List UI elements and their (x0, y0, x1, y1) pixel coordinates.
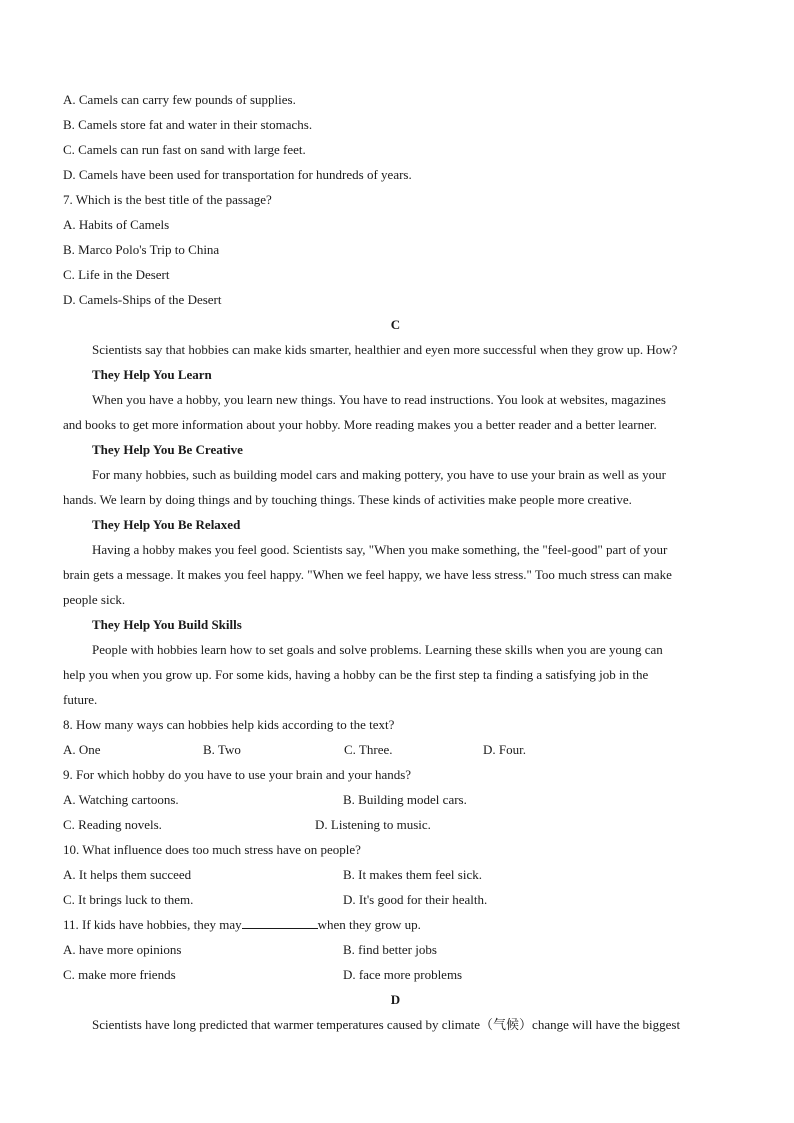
section-c-creative-line-1: For many hobbies, such as building model cars and making pottery, you have to use your brain as well as your (92, 467, 666, 482)
q8-options (63, 737, 728, 762)
q11-answer-blank[interactable] (242, 914, 318, 929)
q8-question: 8. How many ways can hobbies help kids according to the text? (63, 717, 395, 732)
q9-option-d: D. Listening to music. (315, 817, 431, 832)
section-c-skills-line-1: People with hobbies learn how to set goals and solve problems. Learning these skills when you are young can (92, 642, 663, 657)
q6-option-d: D. Camels have been used for transportation for hundreds of years. (63, 167, 412, 182)
q9-option-a: A. Watching cartoons. (63, 792, 179, 807)
q11-question (63, 912, 728, 937)
section-c-skills-line-3: future. (63, 692, 98, 707)
q11-option-c: C. make more friends (63, 967, 176, 982)
section-c-learn-line-1: When you have a hobby, you learn new things. You have to read instructions. You look at websites, magazines (92, 392, 666, 407)
q10-question: 10. What influence does too much stress have on people? (63, 842, 361, 857)
q11-options-row-2 (63, 962, 728, 987)
q7-option-b: B. Marco Polo's Trip to China (63, 242, 220, 257)
section-c-relaxed-line-1: Having a hobby makes you feel good. Scientists say, "When you make something, the "feel-good" part of your (92, 542, 668, 557)
section-c-heading-learn: They Help You Learn (92, 367, 212, 382)
q11-option-b: B. find better jobs (343, 942, 437, 957)
q9-options-row-1 (63, 787, 728, 812)
q11-option-a: A. have more opinions (63, 942, 182, 957)
section-c-heading-relaxed: They Help You Be Relaxed (92, 517, 241, 532)
q8-option-a: A. One (63, 742, 101, 757)
section-d-intro: Scientists have long predicted that warmer temperatures caused by climate（气候）change will have the biggest (92, 1017, 681, 1032)
q8-option-b: B. Two (203, 742, 241, 757)
q10-option-d: D. It's good for their health. (343, 892, 488, 907)
section-c-heading-creative: They Help You Be Creative (92, 442, 243, 457)
section-c-learn-line-2: and books to get more information about your hobby. More reading makes you a better reader and a better learner. (63, 417, 657, 432)
section-c-creative-line-2: hands. We learn by doing things and by touching things. These kinds of activities make people more creative. (63, 492, 632, 507)
q10-option-b: B. It makes them feel sick. (343, 867, 482, 882)
q6-option-b: B. Camels store fat and water in their stomachs. (63, 117, 313, 132)
section-c-heading-skills: They Help You Build Skills (92, 617, 242, 632)
q10-options-row-1 (63, 862, 728, 887)
q11-options-row-1 (63, 937, 728, 962)
q6-option-a: A. Camels can carry few pounds of supplies. (63, 92, 296, 107)
section-d-letter: D (390, 992, 401, 1007)
q8-option-d: D. Four. (483, 742, 526, 757)
q8-option-c: C. Three. (344, 742, 393, 757)
q10-option-c: C. It brings luck to them. (63, 892, 194, 907)
section-c-skills-line-2: help you when you grow up. For some kids, having a hobby can be the first step ta finding a satisfying job in the (63, 667, 649, 682)
q10-options-row-2 (63, 887, 728, 912)
q9-question: 9. For which hobby do you have to use your brain and your hands? (63, 767, 412, 782)
section-c-intro: Scientists say that hobbies can make kids smarter, healthier and eyen more successful when they grow up. How? (92, 342, 678, 357)
q9-options-row-2 (63, 812, 728, 837)
q9-option-c: C. Reading novels. (63, 817, 162, 832)
exam-page (63, 87, 728, 1037)
q7-option-a: A. Habits of Camels (63, 217, 170, 232)
q11-question-after: when they grow up. (317, 917, 421, 932)
q9-option-b: B. Building model cars. (343, 792, 467, 807)
section-c-letter: C (390, 317, 401, 332)
q11-question-before: 11. If kids have hobbies, they may (63, 917, 242, 932)
q10-option-a: A. It helps them succeed (63, 867, 192, 882)
section-c-relaxed-line-2: brain gets a message. It makes you feel happy. "When we feel happy, we have less stress." Too much stress can make (63, 567, 672, 582)
q11-option-d: D. face more problems (343, 967, 463, 982)
q7-question: 7. Which is the best title of the passage? (63, 192, 272, 207)
q6-option-c: C. Camels can run fast on sand with large feet. (63, 142, 306, 157)
section-c-relaxed-line-3: people sick. (63, 592, 126, 607)
q7-option-d: D. Camels-Ships of the Desert (63, 292, 222, 307)
q7-option-c: C. Life in the Desert (63, 267, 170, 282)
